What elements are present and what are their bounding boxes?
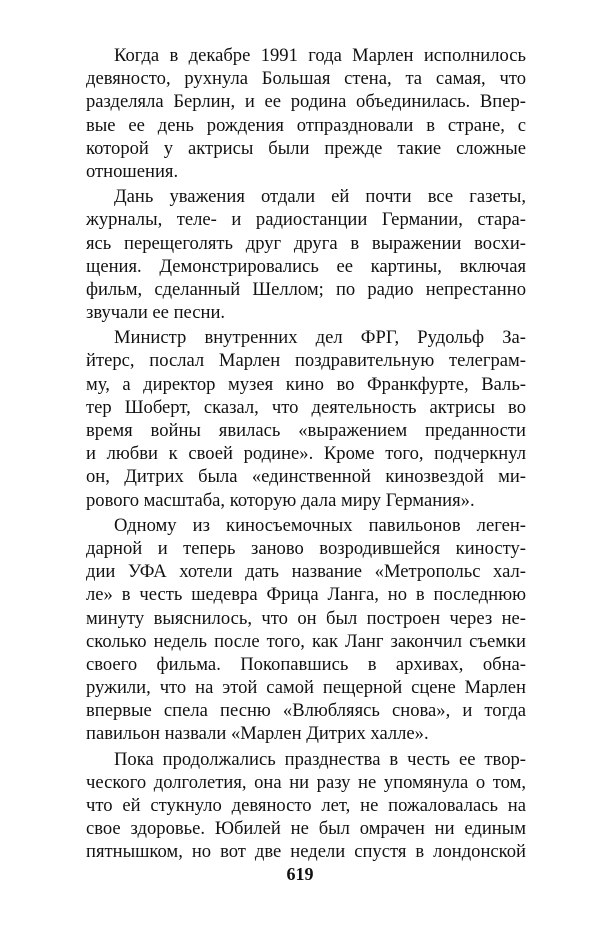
text-line: дии УФА хотели дать название «Метропольс хал- (86, 561, 526, 583)
text-line: му, а директор музея кино во Франкфурте, Валь- (86, 373, 526, 395)
text-line: павильон назвали «Марлен Дитрих халле». (86, 723, 429, 745)
text-line: ружили, что на этой самой пещерной сцене Марлен (86, 677, 526, 699)
text-line: щения. Демонстрировались ее картины, включая (86, 255, 526, 277)
text-line: йтерс, послал Марлен поздравительную телеграм- (86, 350, 526, 372)
text-line: дарной и теперь заново возродившейся киносту- (86, 537, 526, 559)
text-line: и любви к своей родине». Кроме того, подчеркнул (86, 443, 526, 465)
text-line: фильм, сделанный Шеллом; по радио непрестанно (86, 278, 526, 300)
text-line: Одному из киносъемочных павильонов леген- (114, 514, 526, 536)
text-line: Когда в декабре 1991 года Марлен исполнилось (114, 45, 526, 66)
text-line: отношения. (86, 160, 179, 182)
text-line: тер Шоберт, сказал, что деятельность актрисы во (86, 396, 526, 418)
text-line: вые ее день рождения отпраздновали в стране, с (86, 114, 526, 136)
paragraph (86, 514, 526, 746)
text-line: ческого долголетия, она ни разу не упомянула о том, (86, 771, 526, 793)
text-line: что ей стукнуло девяносто лет, не пожаловалась на (86, 795, 526, 816)
text-line: журналы, теле- и радиостанции Германии, стара- (86, 209, 526, 231)
text-line: впервые спела песню «Влюбляясь снова», и тогда (86, 700, 526, 722)
page-text (86, 44, 526, 864)
text-line: Дань уважения отдали ей почти все газеты, (114, 186, 526, 208)
paragraph (86, 748, 526, 864)
text-line: девяносто, рухнула Большая стена, та самая, что (86, 68, 526, 90)
page-number: 619 (286, 864, 314, 884)
text-line: Пока продолжались празднества в честь ее твор- (114, 748, 526, 770)
text-line: время войны явилась «выражением преданности (86, 420, 526, 441)
text-line: рового масштаба, которую дала миру Германия». (86, 489, 475, 511)
text-line: ле» в честь шедевра Фрица Ланга, но в последнюю (86, 584, 526, 606)
text-line: разделяла Берлин, и ее родина объединилась. Впер- (86, 91, 526, 113)
paragraph (86, 44, 526, 183)
paragraph (86, 326, 526, 512)
text-line: свое здоровье. Юбилей не был омрачен ни единым (86, 818, 526, 840)
text-line: он, Дитрих была «единственной кинозвездой ми- (86, 466, 526, 488)
text-line: Министр внутренних дел ФРГ, Рудольф За- (114, 327, 526, 349)
text-line: звучали ее песни. (86, 302, 226, 324)
text-line: которой у актрисы были прежде такие сложные (86, 137, 526, 159)
text-line: минуту выяснилось, что он был построен через не- (86, 607, 526, 629)
paragraph (86, 185, 526, 324)
text-line: пятнышком, но вот две недели спустя в лондонской (86, 841, 526, 863)
text-line: своего фильма. Покопавшись в архивах, обна- (86, 653, 526, 675)
text-line: ясь перещеголять друг друга в выражении восхи- (86, 232, 526, 254)
text-line: сколько недель после того, как Ланг закончил съемки (86, 630, 526, 652)
